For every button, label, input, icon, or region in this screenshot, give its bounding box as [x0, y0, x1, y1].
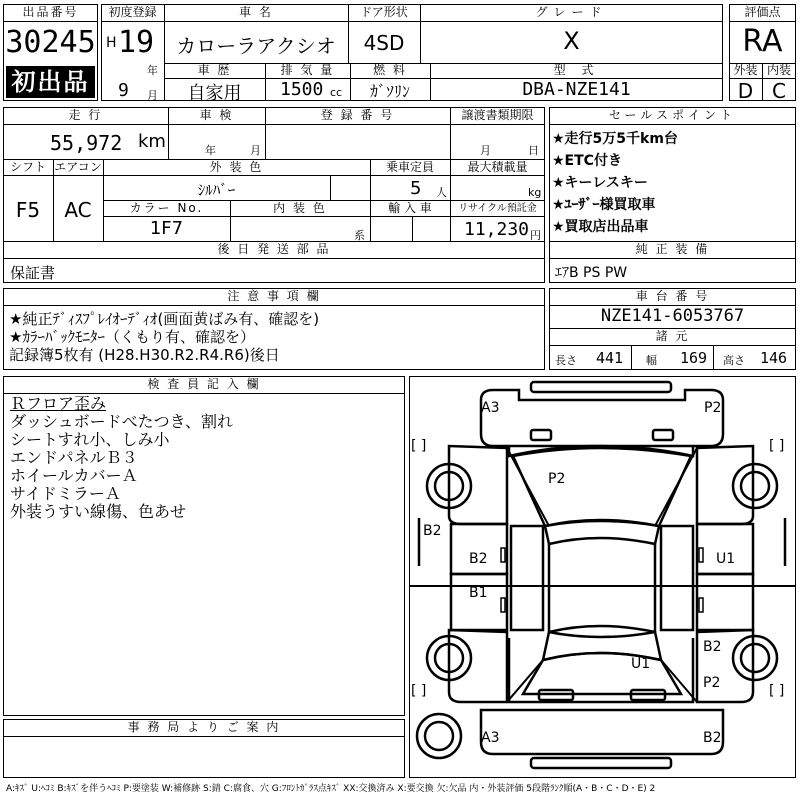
- load-unit: kg: [528, 186, 542, 199]
- grade-label: グレード: [535, 5, 608, 19]
- score: RA: [742, 24, 783, 59]
- note-line: 記録簿5枚有 (H28.H30.R2.R4.R6)後日: [9, 346, 280, 364]
- mark-u1-door: U1: [716, 551, 736, 567]
- ac: AC: [64, 198, 92, 222]
- recycle-label: リサイクル預託金: [458, 203, 537, 214]
- sales-point: ★キーレスキー: [552, 175, 648, 191]
- transfer-label: 譲渡書類期限: [461, 108, 534, 122]
- name-label: 車 名: [239, 5, 273, 19]
- door-type: 4SD: [363, 31, 405, 55]
- chassis-title: 車 台 番 号: [635, 289, 710, 303]
- score-label: 評価点: [744, 5, 781, 19]
- regno-label: 登 録 番 号: [320, 108, 395, 122]
- reg-month: 9: [118, 80, 129, 101]
- reg-year: 19: [118, 25, 155, 60]
- capacity-label: 乗車定員: [385, 160, 434, 174]
- later-title: 後 日 発 送 部 品: [217, 242, 331, 256]
- color-no-label: カラー No.: [129, 201, 204, 215]
- mark-b2-bottom: B2: [703, 730, 722, 746]
- int-grade: C: [772, 79, 786, 103]
- lot-number: 30245: [5, 25, 96, 60]
- color: ｼﾙﾊﾞｰ: [197, 181, 236, 199]
- inspector-line: ホイールカバーＡ: [10, 466, 138, 485]
- inspect-month: 月: [250, 144, 261, 157]
- height-label: 高さ: [723, 354, 745, 367]
- bracket-mark: [ ]: [769, 683, 785, 699]
- month-unit: 月: [147, 89, 158, 102]
- width: 169: [680, 349, 708, 367]
- transfer-month: 月: [480, 144, 491, 157]
- mark-a3-top: A3: [481, 400, 500, 416]
- lot-label: 出品番号: [22, 5, 79, 19]
- length-label: 長さ: [555, 354, 577, 367]
- sales-point: ★買取店出品車: [552, 219, 649, 235]
- year-unit: 年: [147, 64, 158, 77]
- inspector-line: サイドミラーＡ: [10, 484, 121, 503]
- legend: A:ｷｽﾞ U:ﾍｺﾐ B:ｷｽﾞを伴うﾍｺﾐ P:要塗装 W:補修跡 S:錆 C:腐食、穴 G:ﾌﾛﾝﾄｶﾞﾗｽ点ｷｽﾞ XX:交換済み X:要交換 欠:欠品 内・外装評価 5段階ﾗﾝｸ順(A・B・C・D・E) 2: [6, 784, 656, 794]
- mark-b2-rear: B2: [703, 639, 722, 655]
- bracket-mark: [ ]: [411, 683, 427, 699]
- model-label: 型 式: [553, 63, 600, 77]
- first-listing-badge: 初出品: [6, 66, 95, 98]
- reg-label: 初度登録: [108, 5, 157, 19]
- mark-p2-top: P2: [704, 400, 722, 416]
- inspect-label: 車 検: [199, 108, 234, 122]
- inspect-year: 年: [205, 144, 216, 157]
- int-color-label: 内 装 色: [273, 201, 327, 215]
- int-color-unit: 系: [354, 229, 365, 242]
- mark-p2-rear: P2: [703, 675, 721, 691]
- fuel: ｶﾞｿﾘﾝ: [369, 82, 410, 101]
- sales-point: ★ETC付き: [552, 153, 622, 169]
- inspector-line: 外装うすい線傷、色あせ: [10, 502, 187, 521]
- car-outline: [409, 376, 796, 778]
- sales-points: [552, 128, 792, 238]
- notes-title: 注 意 事 項 欄: [227, 289, 321, 303]
- recycle: 11,230: [464, 219, 530, 240]
- inspector-title: 検 査 員 記 入 欄: [147, 377, 261, 391]
- import-label: 輸 入 車: [388, 201, 432, 215]
- history: 自家用: [187, 83, 242, 104]
- dims-title: 諸 元: [655, 329, 690, 343]
- width-label: 幅: [646, 354, 657, 367]
- displacement: 1500: [280, 79, 324, 100]
- mark-u1-trunk: U1: [631, 656, 651, 672]
- load-label: 最大積載量: [467, 160, 528, 174]
- notes-list: [9, 310, 319, 364]
- int-label: 内装: [766, 63, 791, 77]
- bracket-mark: [ ]: [769, 438, 785, 454]
- bracket-mark: [ ]: [411, 438, 427, 454]
- inspector-line: Ｒフロア歪み: [10, 394, 107, 413]
- grade: X: [563, 27, 580, 55]
- office-title: 事 務 局 よ り ご 案 内: [127, 720, 281, 734]
- inspector-line: シートすれ小、しみ小: [10, 430, 170, 449]
- inspector-line: エンドパネルＢ３: [10, 448, 138, 467]
- ac-label: エアコン: [54, 160, 102, 174]
- mark-a3-bottom: A3: [481, 730, 500, 746]
- era: H: [106, 35, 117, 51]
- note-line: ★純正ﾃﾞｨｽﾌﾟﾚｲｵｰﾃﾞｨｵ(画面黄ばみ有、確認を): [9, 310, 320, 328]
- disp-label: 排 気 量: [280, 63, 335, 77]
- mark-b1-door: B1: [469, 585, 488, 601]
- mileage: 55,972: [50, 131, 123, 155]
- fuel-label: 燃 料: [373, 63, 407, 77]
- ext-grade: D: [737, 79, 754, 103]
- equipment-title: 純 正 装 備: [635, 242, 710, 256]
- equipment-value: ｴｱB PS PW: [555, 265, 628, 281]
- mark-b2-left: B2: [423, 523, 442, 539]
- capacity-unit: 人: [436, 186, 447, 199]
- shift-label: シフト: [9, 160, 46, 174]
- mileage-label: 走 行: [68, 108, 103, 122]
- history-label: 車 歴: [197, 63, 232, 77]
- length: 441: [596, 349, 624, 367]
- model: DBA-NZE141: [522, 79, 631, 100]
- mileage-unit: km: [138, 131, 166, 152]
- ext-label: 外装: [733, 63, 758, 77]
- shift: F5: [15, 198, 41, 222]
- later-value: 保証書: [10, 264, 56, 282]
- sales-point: ★ﾕｰｻﾞｰ様買取車: [552, 197, 656, 213]
- recycle-unit: 円: [530, 229, 541, 242]
- mark-b2-door: B2: [469, 551, 488, 567]
- sales-title: セールスポイント: [609, 108, 736, 122]
- color-label: 外 装 色: [209, 160, 264, 174]
- inspector-line: ダッシュボードべたつき、割れ: [10, 412, 234, 431]
- note-line: ★ｶﾗｰﾊﾞｯｸﾓﾆﾀｰ（くもり有、確認を）: [9, 328, 255, 346]
- disp-unit: cc: [330, 86, 343, 99]
- sales-point: ★走行5万5千km台: [552, 131, 678, 147]
- mark-p2-hood: P2: [548, 471, 566, 487]
- car-name: カローラアクシオ: [176, 34, 336, 58]
- door-label: ドア形状: [360, 5, 408, 19]
- inspector-list: [10, 395, 233, 521]
- color-no: 1F7: [149, 218, 184, 239]
- chassis-number: NZE141-6053767: [600, 306, 745, 326]
- height: 146: [760, 349, 788, 367]
- transfer-day: 日: [528, 144, 539, 157]
- capacity: 5: [410, 178, 422, 199]
